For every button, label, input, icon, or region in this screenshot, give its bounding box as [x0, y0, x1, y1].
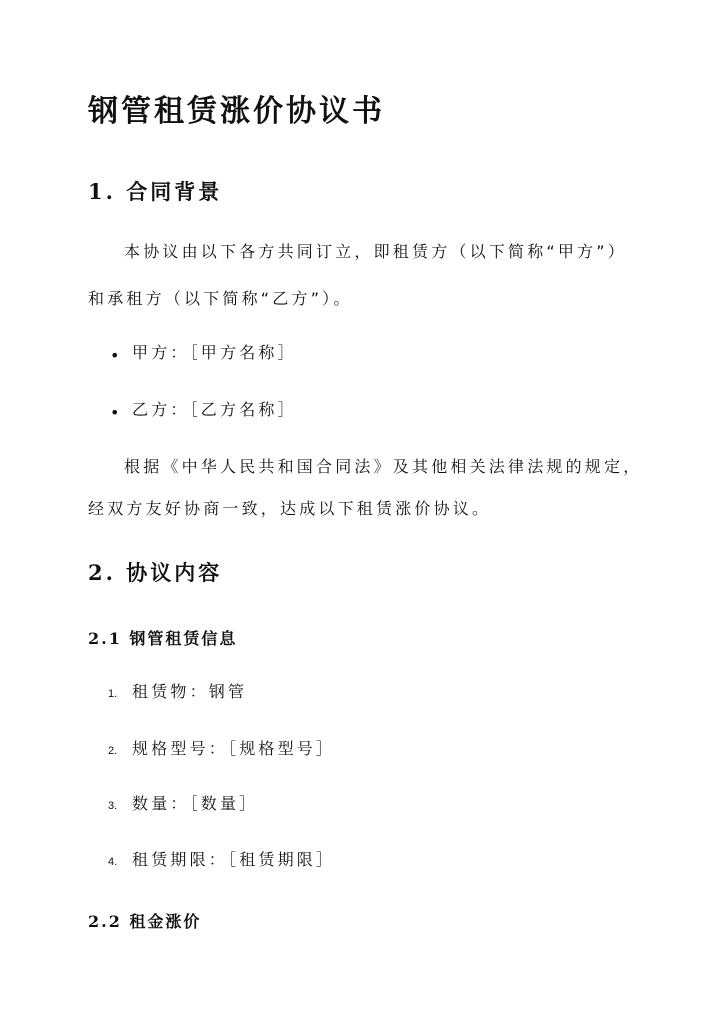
- intro-paragraph-line-2: 和承租方（以下简称“乙方”）。: [88, 289, 353, 308]
- document-title: 钢管租赁涨价协议书: [88, 94, 385, 129]
- intro-paragraph-line-1: 本协议由以下各方共同订立，即租赁方（以下简称“甲方”）: [124, 242, 627, 261]
- subsection-heading-rental-info: 2.1 钢管租赁信息: [88, 629, 238, 648]
- list-item-rental-period: 租赁期限：［租赁期限］: [132, 850, 336, 869]
- list-item-rental-object: 租赁物：钢管: [132, 682, 248, 701]
- bullet-icon: •: [110, 403, 120, 422]
- list-item-number: 2.: [108, 745, 118, 757]
- list-item-quantity: 数量：［数量］: [132, 794, 259, 813]
- list-item-number: 1.: [108, 688, 118, 700]
- subsection-heading-rent-increase: 2.2 租金涨价: [88, 912, 202, 931]
- list-item-number: 3.: [108, 800, 118, 812]
- basis-paragraph-line-2: 经双方友好协商一致，达成以下租赁涨价协议。: [88, 499, 492, 518]
- list-item-spec-model: 规格型号：［规格型号］: [132, 739, 336, 758]
- section-heading-background: 1. 合同背景: [88, 179, 223, 204]
- party-a-item: 甲方：［甲方名称］: [132, 343, 297, 362]
- basis-paragraph-line-1: 根据《中华人民共和国合同法》及其他相关法律法规的规定，: [124, 457, 643, 476]
- bullet-icon: •: [110, 346, 120, 365]
- section-heading-agreement-content: 2. 协议内容: [88, 560, 223, 585]
- list-item-number: 4.: [108, 856, 118, 868]
- party-b-item: 乙方：［乙方名称］: [132, 400, 297, 419]
